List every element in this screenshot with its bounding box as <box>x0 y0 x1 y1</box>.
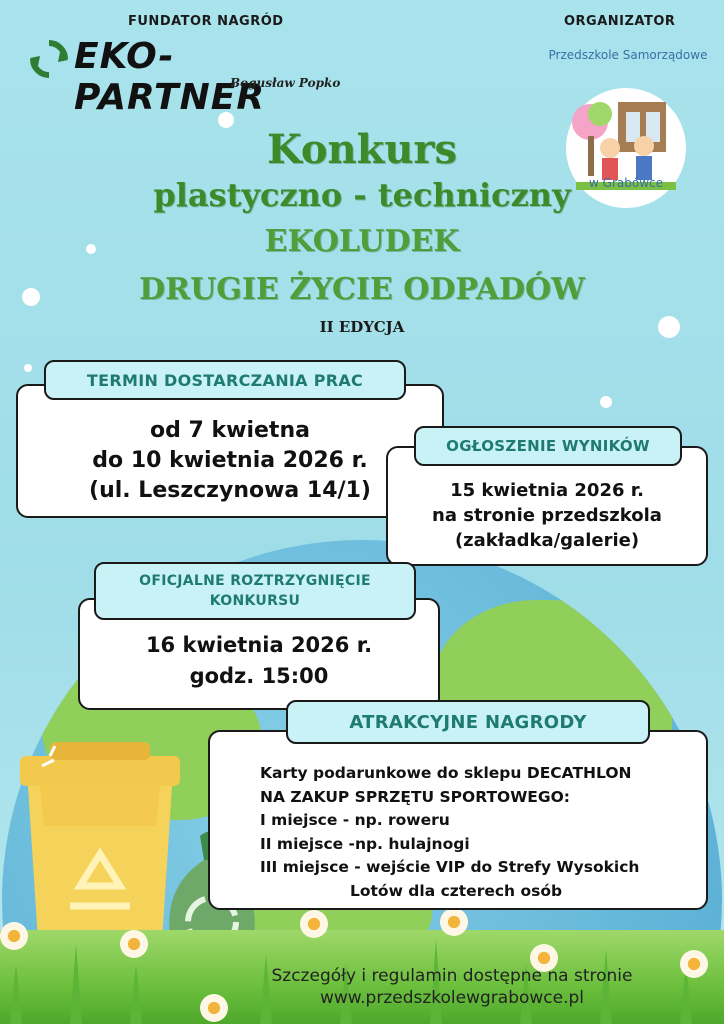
prizes-tag: ATRAKCYJNE NAGRODY <box>286 700 650 744</box>
deadline-line: od 7 kwietna <box>150 418 310 443</box>
sponsor-logo-sub: Bogusław Popko <box>230 76 341 90</box>
official-tag <box>94 562 416 620</box>
recycle-arrows-icon <box>30 40 68 78</box>
sponsor-logo <box>30 36 360 118</box>
flower-decoration <box>440 908 468 936</box>
prizes-box <box>208 730 708 910</box>
deadline-tag: TERMIN DOSTARCZANIA PRAC <box>44 360 406 400</box>
sponsor-logo-text: EKO-PARTNER <box>74 36 266 118</box>
prizes-line: NA ZAKUP SPRZĘTU SPORTOWEGO: <box>260 787 570 806</box>
title-line-2: plastyczno - techniczny <box>153 176 571 214</box>
prizes-line: III miejsce - wejście VIP do Strefy Wysokich <box>260 858 640 876</box>
deadline-line: (ul. Leszczynowa 14/1) <box>89 478 371 503</box>
official-tag-line-1: OFICJALNE ROZTRZYGNIĘCIE <box>139 573 371 589</box>
organizer-label: ORGANIZATOR <box>564 14 676 29</box>
footer-info: Szczegóły i regulamin dostępne na stronie <box>271 966 633 986</box>
flower-decoration <box>0 922 28 950</box>
prizes-line: Lotów dla czterech osób <box>350 881 563 900</box>
sponsor-label: FUNDATOR NAGRÓD <box>128 14 284 29</box>
deadline-box <box>16 384 444 518</box>
flower-decoration <box>300 910 328 938</box>
bubble-decoration <box>24 364 32 372</box>
prizes-line: I miejsce - np. roweru <box>260 811 450 829</box>
results-line: na stronie przedszkola <box>432 505 662 526</box>
edition-label: II EDYCJA <box>319 318 405 336</box>
bubble-decoration <box>600 396 612 408</box>
title-line-3: EKOLUDEK <box>264 224 460 259</box>
flower-decoration <box>120 930 148 958</box>
prizes-line: Karty podarunkowe do sklepu DECATHLON <box>260 764 632 782</box>
results-tag: OGŁOSZENIE WYNIKÓW <box>414 426 682 466</box>
official-tag-line-2: KONKURSU <box>209 593 301 609</box>
official-line: godz. 15:00 <box>189 664 329 688</box>
results-line: (zakładka/galerie) <box>454 530 640 551</box>
organizer-name-top: Przedszkole Samorządowe <box>548 48 708 62</box>
results-line: 15 kwietnia 2026 r. <box>450 480 644 501</box>
title-line-1: Konkurs <box>266 126 458 173</box>
footer-website-link[interactable]: www.przedszkolewgrabowce.pl <box>319 988 585 1008</box>
deadline-line: do 10 kwietnia 2026 r. <box>92 448 368 473</box>
organizer-name-bottom: w Grabówce <box>589 176 663 190</box>
prizes-line: II miejsce -np. hulajnogi <box>260 834 470 853</box>
official-line: 16 kwietnia 2026 r. <box>145 633 373 657</box>
title-line-4: DRUGIE ŻYCIE ODPADÓW <box>139 272 585 307</box>
